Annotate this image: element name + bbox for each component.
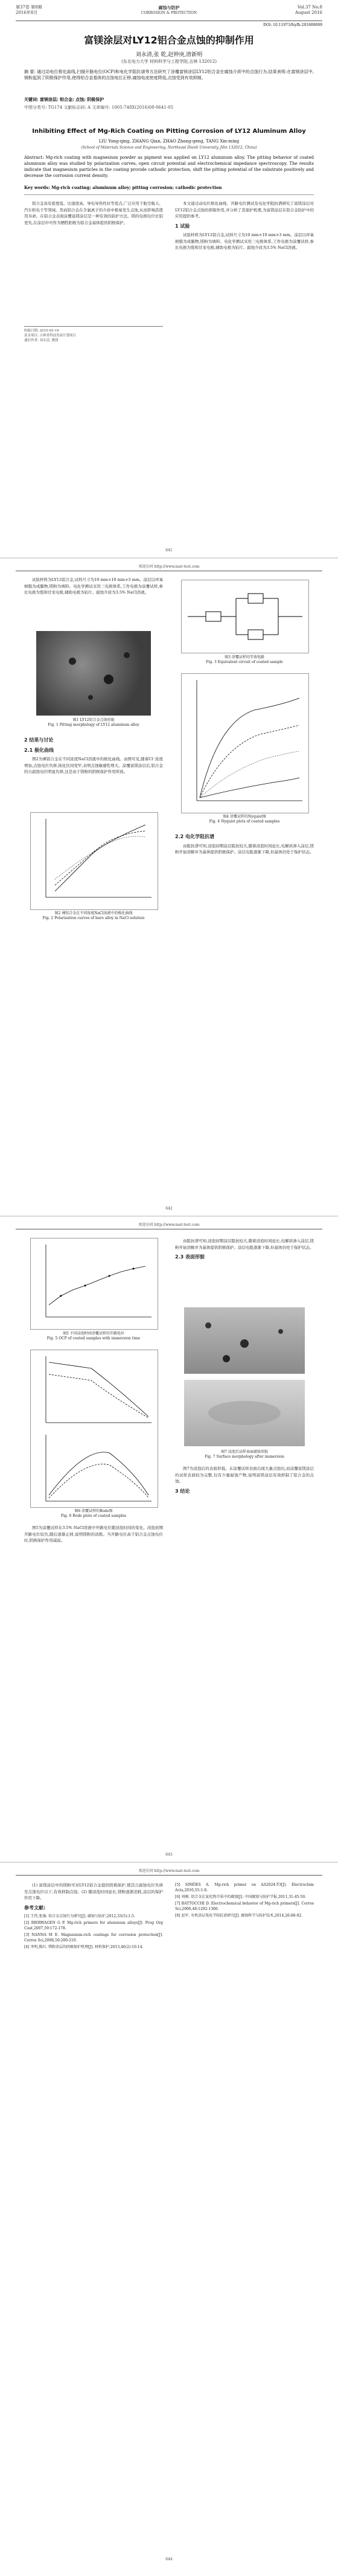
header-rule bbox=[16, 1875, 322, 1876]
page-2 bbox=[0, 559, 338, 1217]
section-heading-2: 2 结果与讨论 bbox=[24, 737, 54, 743]
fig4-caption-en: Fig. 4 Nyquist plots of coated samples bbox=[209, 819, 280, 824]
figure-6-plot bbox=[30, 1350, 158, 1508]
header-right bbox=[295, 5, 322, 16]
figure-2-caption bbox=[24, 911, 163, 921]
left-column bbox=[24, 1525, 163, 1546]
eis-paragraph: 由阻抗谱可知,浸泡初期涂层阻抗较大,随着浸泡时间延长,电解质渗入涂层,镁粉开始溶解并为基体提供阴极保护。涂层电阻逐渐下降,但基体仍处于保护状态。 bbox=[175, 843, 314, 854]
fig6-caption-en: Fig. 6 Bode plots of coated samples bbox=[60, 1514, 127, 1518]
nyquist-plot bbox=[182, 674, 308, 813]
journal-date-en: August 2016 bbox=[295, 10, 322, 15]
section-heading-2-3: 2.3 表面形貌 bbox=[175, 1254, 205, 1260]
experiment-paragraph-cont: 试验材料为LY12铝合金,试样尺寸为10 mm×10 mm×3 mm。涂层以环氧树脂为成膜物,镁粉为填料。电化学测试采用三电极体系,工作电极为涂覆试样,参比电极为饱和甘汞电极,辅助电极为铂片。腐蚀介质为3.5% NaCl溶液。 bbox=[24, 577, 163, 595]
reference-item: [7] BATTOCCHI D. Electrochemical behavior of Mg-rich primers[J]. Corros Sci,2006,48:1292-1306. bbox=[175, 1902, 314, 1911]
reference-item: [1] 王伟,张强. 铝合金点蚀行为研究[J]. 腐蚀与防护,2012,33(5):1-5. bbox=[24, 1914, 135, 1918]
paper-title: 富镁涂层对LY12铝合金点蚀的抑制作用 bbox=[84, 34, 254, 46]
figure-3-caption bbox=[175, 655, 314, 665]
eis-paragraph-cont: 由阻抗谱可知,浸泡初期涂层阻抗较大,随着浸泡时间延长,电解质渗入涂层,镁粉开始溶解并为基体提供阴极保护。涂层电阻逐渐下降,但基体仍处于保护状态。 bbox=[175, 1238, 314, 1250]
figure-4-caption bbox=[175, 815, 314, 824]
morphology-paragraph: 图7为浸泡后的表面形貌。未涂覆试样表面出现大量点蚀坑,而涂覆富镁涂层的试样表面较为完整,仅有少量腐蚀产物,说明富镁涂层有效抑制了铝合金的点蚀。 bbox=[175, 1466, 314, 1484]
intro-paragraph-2: 本文通过动电位极化曲线、开路电位测试及电化学阻抗谱研究了富镁涂层对LY12铝合金点蚀的抑制作用,并分析了其保护机理,为富镁涂层在铝合金防护中的应用提供参考。 bbox=[175, 201, 314, 219]
bode-plot bbox=[31, 1350, 158, 1507]
page-header bbox=[16, 5, 322, 19]
left-column bbox=[24, 200, 163, 228]
abstract-rule bbox=[24, 194, 314, 195]
affiliation: (东北电力大学 材料科学与工程学院,吉林 132012) bbox=[121, 59, 217, 64]
reference-item: [4] 李明,陈红. 镁粉涂层的阴极保护机理[J]. 材料保护,2013,46(2):10-14. bbox=[24, 1945, 144, 1949]
section-heading-3: 3 结论 bbox=[175, 1488, 190, 1494]
paper-title-en: Inhibiting Effect of Mg-Rich Coating on Pitting Corrosion of LY12 Aluminum Alloy bbox=[32, 128, 306, 135]
fig2-caption-en: Fig. 2 Polarization curves of bare alloy in NaCl solution bbox=[42, 916, 145, 920]
intro-paragraph: 铝合金具有密度低、比强度高、导电导热性好等优点,广泛应用于航空航天、汽车和电子等领域。然而铝合金在含氯离子的介质中极易发生点蚀,从而影响其使用寿命。在铝合金表面涂覆富镁涂层是一种有效的防护方法。镁的电极电位比铝更负,在涂层中可作为牺牲阳极为铝合金基体提供阴极保护。 bbox=[24, 201, 163, 225]
page-footer-url: 欢迎访问 http://www.mat-test.com bbox=[138, 565, 200, 569]
section-heading-1: 1 试验 bbox=[175, 223, 190, 229]
reference-list-right bbox=[175, 1882, 314, 1918]
doi: DOI: 10.11973/fsyfh-201608009 bbox=[263, 23, 322, 27]
fig1-caption-cn: 图1 LY12铝合金点蚀形貌 bbox=[72, 718, 115, 722]
fig2-caption-cn: 图2 裸铝合金在不同浓度NaCl溶液中的极化曲线 bbox=[54, 911, 133, 915]
section-heading-2-2: 2.2 电化学阻抗谱 bbox=[175, 834, 214, 839]
references-heading: 参考文献: bbox=[24, 1905, 46, 1911]
journal-name-en: CORROSION & PROTECTION bbox=[141, 11, 197, 15]
page-number: 643 bbox=[165, 1853, 173, 1857]
abstract-cn: 摘 要: 通过动电位极化曲线,扫描开路电位(OCP)和电化学阻抗谱等方法研究了涂覆富镁涂层LY12铝合金在腐蚀介质中的点蚀行为,结果表明:在富镁涂层中,镁粉起到了阴极保护作用,使得铝合金基体的点蚀电位正移,腐蚀电流密度降低,点蚀受到有效抑制。 bbox=[24, 69, 314, 80]
surface-photo-a-svg bbox=[184, 1307, 305, 1374]
surface-photo-b bbox=[184, 1380, 305, 1446]
header-center bbox=[16, 5, 322, 16]
journal-name: 腐蚀与防护 bbox=[158, 5, 180, 10]
footnote: 收稿日期: 2015-05-19 基金项目: 吉林省科技发展计划项目 通信作者: 刘永清, 教授 bbox=[24, 326, 163, 343]
journal-vol-en: Vol.37 No.8 bbox=[297, 5, 322, 10]
fig6-caption-cn: 图6 涂覆试样的Bode图 bbox=[74, 1509, 113, 1513]
reference-item: [5] SIMÕES A. Mg-rich primer on AA2024-T3[J]. Electrochim Acta,2010,55:1-8. bbox=[175, 1883, 314, 1892]
page-1 bbox=[0, 0, 338, 559]
surface-photo-b-svg bbox=[184, 1380, 305, 1446]
journal-volume: 第37卷 第8期 bbox=[16, 5, 42, 10]
right-column-2 bbox=[175, 1466, 314, 1497]
pitting-photo-svg bbox=[36, 631, 151, 716]
fig5-caption-en: Fig. 5 OCP of coated samples with immersion time bbox=[46, 1336, 141, 1341]
keywords-en: Key words: Mg-rich coating; aluminum alloy; pitting corrosion; cathodic protection bbox=[24, 185, 222, 190]
right-column bbox=[175, 200, 314, 254]
fig7-caption-en: Fig. 7 Surface morphology after immersion bbox=[205, 1455, 284, 1459]
figure-4-plot bbox=[181, 673, 309, 813]
classification: 中图分类号: TG174 文献标志码: A 文章编号: 1005-748X(2016)08-0641-05 bbox=[24, 105, 174, 110]
page-number: 644 bbox=[165, 2557, 173, 2562]
keywords-cn: 关键词: 富镁涂层; 铝合金; 点蚀; 阴极保护 bbox=[24, 97, 104, 102]
figure-1-caption bbox=[24, 718, 163, 728]
fig4-caption-cn: 图4 涂覆试样的Nyquist图 bbox=[223, 815, 266, 819]
abstract-en: Abstract: Mg-rich coating with magnesium powder as pigment was applied on LY12 aluminum alloy. The pitting behavior of coated aluminum alloy was studied by polarization curves, open circuit potential and electrochemical impedance spectroscopy. The results indicate that magnesium particles in the coating provide cathodic protection, shift the pitting potential of the substrate positively and decrease the corrosion current density. bbox=[24, 155, 314, 178]
fig3-caption-en: Fig. 3 Equivalent circuit of coated sample bbox=[206, 660, 283, 664]
ocp-paragraph: 图5为涂覆试样在3.5% NaCl溶液中开路电位随浸泡时间的变化。浸泡初期开路电位较负,随后逐渐正移,说明镁粉的消耗。当开路电位高于铝合金点蚀电位时,阴极保护作用减弱。 bbox=[24, 1525, 163, 1543]
figure-5-caption bbox=[24, 1331, 163, 1341]
affiliation-en: (School of Materials Science and Engineering, Northeast Dianli University, Jilin 132012, China) bbox=[81, 146, 257, 150]
section-heading-2-1: 2.1 极化曲线 bbox=[24, 747, 54, 753]
authors-en: LIU Yong-qing, ZHANG Qian, ZHAO Zhong-geng, TANG Xin-ming bbox=[98, 139, 240, 144]
fig7-caption-cn: 图7 浸泡后试样表面腐蚀形貌 bbox=[221, 1450, 268, 1454]
experiment-paragraph: 试验材料为LY12铝合金,试样尺寸为10 mm×10 mm×3 mm。涂层以环氧树脂为成膜物,镁粉为填料。电化学测试采用三电极体系,工作电极为涂覆试样,参比电极为饱和甘汞电极,辅助电极为铂片。腐蚀介质为3.5% NaCl溶液。 bbox=[175, 232, 314, 250]
left-column-2 bbox=[24, 734, 163, 778]
conclusion-paragraph: (1) 富镁涂层中的镁粉可对LY12铝合金提供阴极保护,使其自腐蚀电位负移至点蚀电位以下,有效抑制点蚀。(2) 随浸泡时间延长,镁粉逐渐消耗,涂层的保护作用下降。 bbox=[24, 1883, 163, 1900]
fig3-caption-cn: 图3 涂覆试样的等效电路 bbox=[225, 655, 264, 659]
page-footer-url: 欢迎访问 http://www.mat-test.com bbox=[138, 1869, 200, 1873]
fig5-caption-cn: 图5 不同浸泡时间涂覆试样的开路电位 bbox=[63, 1331, 124, 1336]
left-column bbox=[24, 1882, 163, 1951]
page-3 bbox=[0, 1217, 338, 1863]
equivalent-circuit bbox=[182, 580, 308, 653]
surface-photo-a bbox=[184, 1307, 305, 1374]
page-number: 641 bbox=[165, 548, 173, 553]
figure-2-plot bbox=[30, 812, 158, 910]
reference-item: [3] NANNA M E. Magnesium-rich coatings for corrosion protection[J]. Corros Sci,2008,50:200-210. bbox=[24, 1933, 163, 1943]
pitting-photo bbox=[36, 631, 151, 716]
right-column-2 bbox=[175, 830, 314, 858]
journal-date: 2016年8月 bbox=[16, 10, 38, 15]
authors: 刘永清,张 乾,赵钟庚,唐新明 bbox=[135, 52, 203, 58]
reference-item: [6] 刘刚. 铝合金在氯化物介质中的腐蚀[J]. 中国腐蚀与防护学报,2011,31:45-50. bbox=[175, 1895, 307, 1899]
reference-list-left bbox=[24, 1914, 163, 1950]
results-paragraph: 图2为裸铝合金在不同浓度NaCl溶液中的极化曲线。由图可见,随着Cl⁻浓度增加,点蚀电位负移,钝化区间变窄,表明点蚀敏感性增大。涂覆富镁涂层后,铝合金的自腐蚀电位明显负移,这是由于镁粉的阴极保护作用所致。 bbox=[24, 757, 163, 774]
figure-3-circuit bbox=[181, 580, 309, 653]
figure-5-plot bbox=[30, 1238, 158, 1330]
right-column bbox=[175, 1882, 314, 1920]
figure-6-caption bbox=[24, 1509, 163, 1519]
ocp-plot bbox=[31, 1238, 158, 1329]
page-footer-url: 欢迎访问 http://www.mat-test.com bbox=[138, 1223, 200, 1227]
reference-item: [8] 赵军. 有机涂层电化学阻抗谱研究[J]. 腐蚀科学与防护技术,2014,26:88-92. bbox=[175, 1914, 303, 1918]
page-4 bbox=[0, 1863, 338, 2576]
right-column bbox=[175, 1238, 314, 1263]
reference-item: [2] BIERWAGEN G P. Mg-rich primers for aluminum alloys[J]. Prog Org Coat,2007,59:172-178. bbox=[24, 1921, 163, 1930]
polarization-plot bbox=[31, 813, 158, 909]
page-number: 642 bbox=[165, 1206, 173, 1211]
figure-7-caption bbox=[175, 1450, 314, 1459]
fig1-caption-en: Fig. 1 Pitting morphology of LY12 aluminum alloy bbox=[48, 723, 139, 727]
left-column bbox=[24, 577, 163, 598]
